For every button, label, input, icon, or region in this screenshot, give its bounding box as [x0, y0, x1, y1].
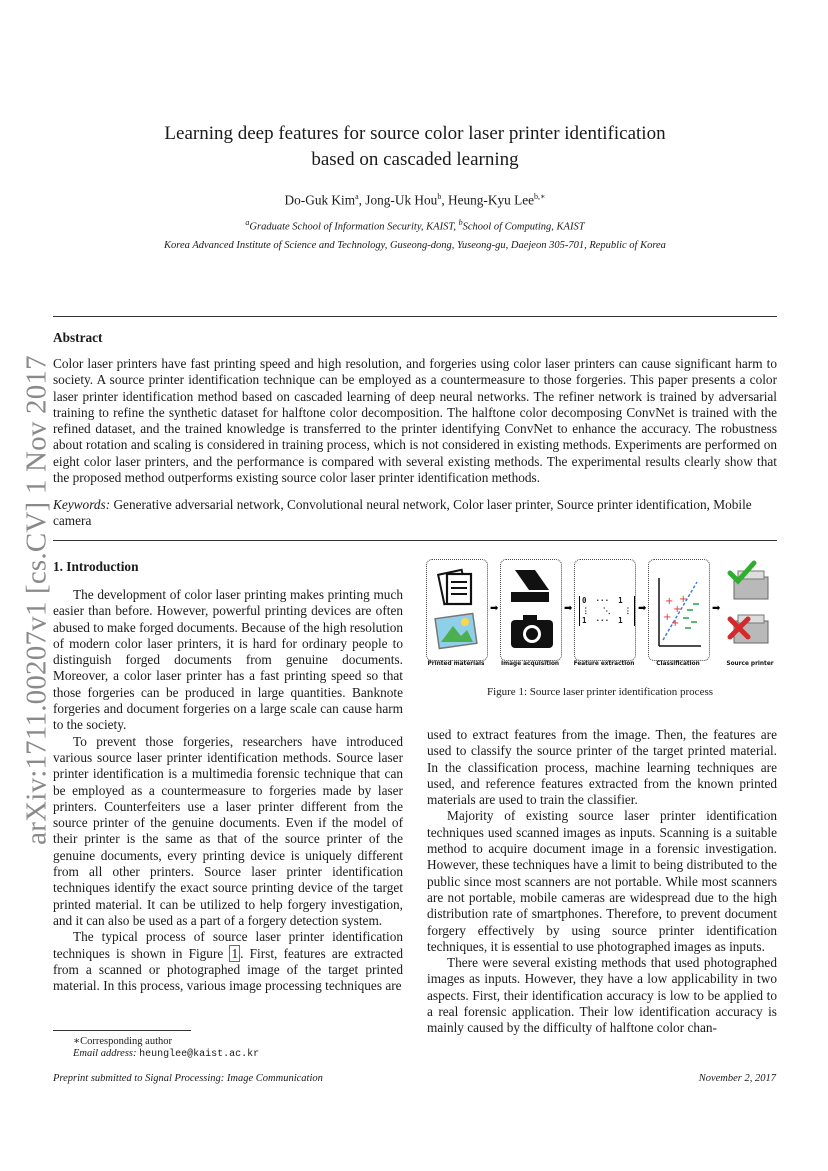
svg-text:+: + — [671, 618, 680, 629]
arxiv-stamp: arXiv:1711.00207v1 [cs.CV] 1 Nov 2017 — [20, 355, 53, 845]
matrix-row: 1 ··· 1 — [582, 616, 623, 625]
text-run: . First, features are extracted from a scanned or photographed image of the target printed material. In this process, various image processing techniques are — [53, 945, 403, 994]
printer-check-cross-icon — [724, 559, 776, 659]
keywords — [53, 497, 777, 530]
svg-text:+: + — [663, 612, 672, 623]
keywords-label: Keywords: — [53, 497, 111, 512]
svg-text:+: + — [679, 594, 688, 605]
keywords-text: Generative adversarial network, Convolutional neural network, Color laser printer, Source printer identification, Mobile camera — [53, 497, 752, 529]
paragraph: The development of color laser printing makes printing much easier than before. However, powerful printing devices are often abused to make forged documents. Because of the high resolution of modern color laser printers, it is hard for ordinary people to distinguish forged documents from genuine documents. Moreover, a color laser printer has a fast printing speed so that those forgeries can be produced in large quantities. Banknote forgeries and document forgeries on a large scale can cause harm to the society. — [53, 587, 403, 733]
abstract-heading: Abstract — [53, 330, 103, 345]
document-and-photo-icon — [427, 560, 487, 660]
affiliation-line-1 — [60, 218, 770, 233]
arrow-icon: ➡ — [564, 603, 573, 614]
feature-matrix — [579, 596, 635, 626]
classification-plot-icon — [649, 560, 709, 660]
title-line-1: Learning deep features for source color laser printer identification — [164, 123, 666, 144]
title-line-2: based on cascaded learning — [311, 149, 519, 170]
matrix-row: ⋮ ⋱ ⋮ — [582, 606, 632, 615]
footnote-divider — [53, 1030, 191, 1031]
figure-label: Feature extraction — [573, 661, 635, 667]
affil-text: Graduate School of Information Security, KAIST, — [249, 221, 459, 233]
figure-ref-link[interactable]: 1 — [231, 945, 239, 961]
panel-feature-extraction — [574, 559, 636, 661]
author-sup: b — [437, 192, 442, 201]
panel-source-printer — [724, 559, 776, 659]
paragraph: There were several existing methods that used photographed images as inputs. However, they have a low applicability in two aspects. First, their identification accuracy is low to be applied to a real forensic application. Their low identification accuracy is mainly caused by the difficulty of halftone color chan- — [427, 955, 777, 1036]
author-name: Jong-Uk Hou — [365, 192, 438, 208]
matrix-row: 0 ··· 1 — [582, 596, 623, 605]
paragraph — [53, 929, 403, 994]
affil-sup: a — [245, 218, 250, 227]
figure-label: Printed materials — [427, 661, 485, 667]
footer-journal: Preprint submitted to Signal Processing: Image Communication — [53, 1073, 323, 1084]
bottom-divider — [53, 540, 777, 541]
scanner-and-camera-icon — [501, 560, 561, 660]
figure-label: Image acquisition — [500, 661, 560, 667]
footnote-email — [73, 1048, 259, 1060]
paragraph: used to extract features from the image. Then, the features are used to classify the source printer of the target printed material. In the classification process, machine learning techniques are used, and reference features extracted from the known printed materials are used to train the classifier. — [427, 727, 777, 808]
panel-printed-materials — [426, 559, 488, 661]
arrow-icon: ➡ — [638, 603, 647, 614]
author-name: Do-Guk Kim — [284, 192, 356, 208]
figure-label: Source printer — [726, 661, 774, 667]
footer-date: November 2, 2017 — [698, 1073, 776, 1084]
panel-image-acquisition — [500, 559, 562, 661]
arrow-icon: ➡ — [712, 603, 721, 614]
svg-text:+: + — [673, 604, 682, 615]
footnote-corresponding: ∗Corresponding author — [73, 1036, 172, 1047]
panel-classification — [648, 559, 710, 661]
right-column — [427, 727, 777, 1037]
affiliation-line-2: Korea Advanced Institute of Science and Technology, Guseong-dong, Yuseong-gu, Daejeon 305-701, Republic of Korea — [164, 240, 666, 251]
email-address[interactable]: heunglee@kaist.ac.kr — [139, 1049, 260, 1060]
affil-text: School of Computing, KAIST — [462, 221, 585, 233]
paper-title — [60, 121, 770, 173]
figure-label: Classification — [656, 661, 700, 667]
author-name: Heung-Kyu Lee — [447, 192, 535, 208]
section-heading: 1. Introduction — [53, 559, 139, 574]
top-divider — [53, 316, 777, 317]
author-sup: a — [355, 192, 359, 201]
figure-1 — [424, 559, 776, 671]
text-run: The typical process of source laser printer identification techniques is shown in Figure — [53, 929, 403, 961]
arrow-icon: ➡ — [490, 603, 499, 614]
left-column — [53, 587, 403, 994]
author-sup: b,∗ — [534, 192, 546, 201]
paragraph: To prevent those forgeries, researchers have introduced various source laser printer identification methods. Source laser printer identification is a multimedia forensic technique that can be employed as a countermeasure to forgeries made by laser printers. Counterfeiters use a laser printer different from the source printer of the genuine documents. Even if the model of their printer is the same as that of the source printer of the genuine documents, every printing device is uniquely different from all other printers. Source laser printer identification techniques identify the exact source printing device of the target printed material. It can be utilized to help forgery investigation, and it can also be used as a part of a forgery detection system. — [53, 733, 403, 928]
author-list: Do-Guk Kim$^a$, Jong-Uk Hou$^b$, Heung-Kyu Lee$^{b,∗}$ — [284, 192, 546, 208]
abstract-body: Color laser printers have fast printing speed and high resolution, and forgeries using color laser printers can cause significant harm to society. A source printer identification technique can be employed as a countermeasure to those forgeries. This paper presents a color laser printer identification method based on cascaded learning of deep neural networks. The refiner network is trained by adversarial training to refine the synthetic dataset for halftone color decomposition. The halftone color decomposing ConvNet is trained with the refined dataset, and the trained knowledge is transferred to the printer identifying ConvNet to enhance the accuracy. The robustness about rotation and scaling is considered in training process, which is not considered in existing methods. Experiments are performed on eight color laser printers, and the performance is compared with several existing methods. The experimental results clearly show that the proposed method outperforms existing source color laser printer identification methods. — [53, 356, 777, 486]
svg-text:+: + — [665, 596, 674, 607]
paragraph: Majority of existing source laser printer identification techniques used scanned images as inputs. Scanning is a suitable method to acquire document image in a forensic investigation. However, these techniques have a limit to being distributed to the public since most scanners are not portable. While most scanners are not portable, mobile cameras are widespread due to the high distribution rate of smartphones. Therefore, to prevent document forgery effectively by using source printer identification techniques, it is essential to use photographed images as inputs. — [427, 808, 777, 954]
affil-sup: b — [458, 218, 463, 227]
email-label: Email address: — [73, 1048, 140, 1059]
figure-caption: Figure 1: Source laser printer identification process — [486, 686, 714, 698]
